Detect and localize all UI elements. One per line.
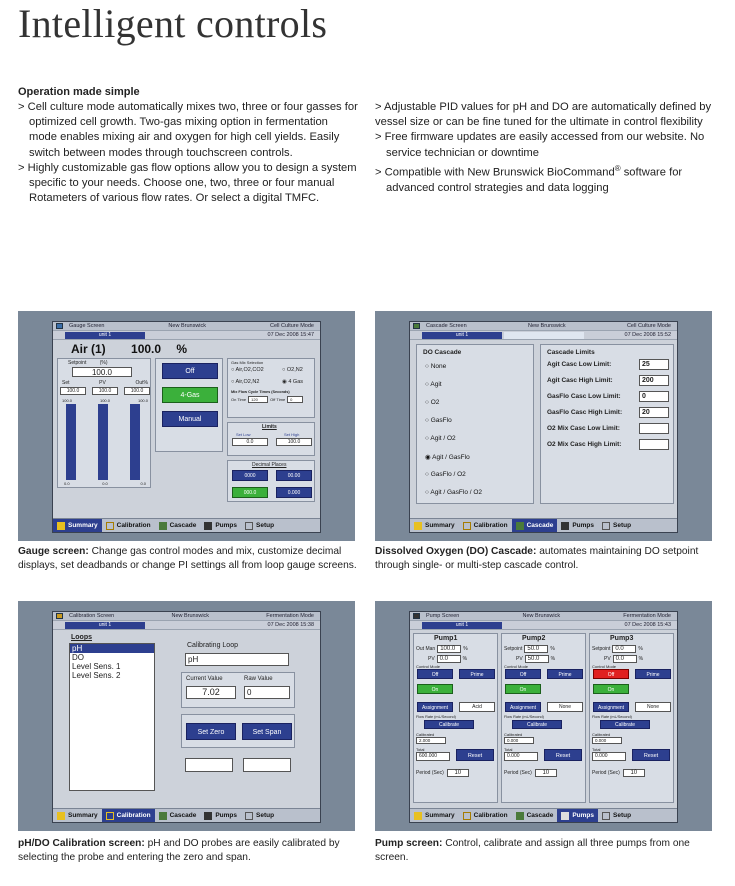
pumps-icon [204,522,212,530]
limit-label: Agit Casc Low Limit: [547,361,612,368]
cascade-option[interactable]: ○ Agit [425,381,442,388]
zero-input[interactable] [185,758,233,772]
summary-icon [414,812,422,820]
nav-summary[interactable]: Summary [53,809,102,822]
set-high-field[interactable]: 100.0 [276,438,312,446]
calibration-caption: pH/DO Calibration screen: pH and DO probes are easily calibrated by selecting the probe and entering the zero and span. [18,838,340,863]
on-time-field[interactable]: 120 [248,396,268,403]
values-box: Current Value Raw Value 7.02 0 [181,672,295,708]
nav-calibration[interactable]: Calibration [459,809,512,822]
nav-pumps[interactable]: Pumps [557,519,598,532]
cascade-caption: Dissolved Oxygen (DO) Cascade: automates maintaining DO setpoint through single- or multi-step cascade control. [375,546,699,571]
loop-item[interactable]: Level Sens. 1 [72,662,121,671]
loops-title: Loops [71,634,92,641]
nav-pumps[interactable]: Pumps [557,809,598,822]
radio-icon: ○ [425,435,431,442]
calibration-screen: Calibration Screen New Brunswick Fermentation Mode unit 1 07 Dec 2008 15:38 Loops pH DO Level Sens. 1 Level Sens. 2 Calibrating Loop pH Current Value Raw Value 7.02 0 Set Zero Set Span Summary Calibration Cascade Pumps Setup [52,611,321,823]
decimal-3-button[interactable]: 0.000 [276,487,312,498]
nav-setup[interactable]: Setup [598,519,635,532]
pump-column: Pump3 Setpoint 0.0 % PV 0.0 % Control Mode Off Prime On Assignment None Flow Rate (mL/Second) Calibrate Calibrated 0.000 Total 0.000 Reset Period (Sec) 10 [589,633,674,803]
pump-pv: 0.0 [437,655,461,663]
gauge-bar-out [130,404,140,480]
4-gas-button[interactable]: 4-Gas [162,387,218,403]
loops-list [69,643,155,791]
limit-field[interactable]: 0 [639,391,669,402]
loop-item[interactable]: DO [72,653,84,662]
gauge-mode-box [155,358,223,452]
nav-setup[interactable]: Setup [241,809,278,822]
pumps-icon [561,522,569,530]
cascade-icon [516,812,524,820]
pump-total-value: 0.000 [592,752,626,761]
cascade-option[interactable]: ○ None [425,363,447,370]
pumps-icon [204,812,212,820]
pump-assignment-value: None [635,702,671,712]
limit-label: GasFlo Casc High Limit: [547,409,623,416]
pump-on-button[interactable]: On [593,684,629,694]
radio-icon: ○ [425,471,431,478]
nav-cascade[interactable]: Cascade [155,519,201,532]
limit-field[interactable]: 20 [639,407,669,418]
loop-item[interactable]: Level Sens. 2 [72,671,121,680]
limit-label: Agit Casc High Limit: [547,377,613,384]
radio-icon: ○ [425,399,431,406]
radio-icon: ○ [425,417,431,424]
pump-screen-panel [375,601,712,831]
cascade-icon [159,812,167,820]
nav-pumps[interactable]: Pumps [200,519,241,532]
out-value: 100.0 [124,387,150,395]
pump-total-value: 0.000 [504,752,538,761]
pump-off-button[interactable]: Off [593,669,629,679]
pump-assignment-button[interactable]: Assignment [505,702,541,712]
pump-prime-button[interactable]: Prime [459,669,495,679]
nav-calibration[interactable]: Calibration [459,519,512,532]
pv-value: 100.0 [92,387,118,395]
set-span-button[interactable]: Set Span [242,723,292,740]
raw-value-field: 0 [244,686,290,699]
cascade-icon [159,522,167,530]
pump-period-field[interactable]: 10 [535,769,557,777]
pump-name: Pump2 [522,635,546,642]
calibration-icon [106,522,114,530]
brand-label: New Brunswick [168,323,207,329]
gas-mix-box: Gas Mix Selection ○ Air,O2,CO2 ○ O2,N2 ○ Air,O2,N2 ◉ 4 Gas Mix Flow Cycle Times (Seconds) On Time 120 Off Time 0 [227,358,315,418]
unit-button[interactable]: unit 1 [65,622,145,629]
pump-screen: Pump Screen New Brunswick Fermentation Mode unit 1 07 Dec 2008 15:43 Pump1 Out Man 100.0 % PV 0.0 % Control Mode Off Prime On Assignment Acid Flow Rate (mL/Second) Calibrate Calibrated 2.000 Total 600.000 Reset Period (Sec) 10 Pump2 Setpoint 50.0 % PV 50.0 % Control Mode Off Prime On Assignment None Flow Rate (mL/Second) Calibrate Calibrated 0.000 Total 0.000 Reset Period (Sec) 10 Pump3 Setpoint 0.0 % PV 0.0 % Control Mode Off Prime On Assignment None Flow Rate (mL/Second) Calibrate Calibrated 0.000 Total 0.000 Reset Period (Sec) 10 Summary Calibration Cascade Pumps Setup [409,611,678,823]
off-button[interactable]: Off [162,363,218,379]
mix-option[interactable]: ○ O2,N2 [282,367,303,373]
setpoint-field[interactable]: 100.0 [72,367,132,377]
pump-calibrate-button[interactable]: Calibrate [600,720,650,729]
pump-setpoint[interactable]: 100.0 [437,645,461,653]
do-cascade-box: DO Cascade ○ None ○ Agit ○ O2 ○ GasFlo ○ Agit / O2 ◉ Agit / GasFlo ○ GasFlo / O2 ○ Agit / GasFlo / O2 [416,344,534,504]
cascade-limits-box: Cascade Limits Agit Casc Low Limit: 25 Agit Casc High Limit: 200 GasFlo Casc Low Limit: 0 GasFlo Casc High Limit: 20 O2 Mix Casc Low Limit: O2 Mix Casc High Limit: [540,344,674,504]
cascade-option[interactable]: ○ Agit / O2 [425,435,456,442]
nav-summary[interactable]: Summary [53,519,102,532]
calibration-icon [106,812,114,820]
mix-option[interactable]: ○ Air,O2,N2 [231,379,260,385]
right-bullet: > Adjustable PID values for pH and DO are automatically defined by vessel size or can be fine tuned for the ultimate in control flexibility [375,101,712,129]
nav-setup[interactable]: Setup [241,519,278,532]
section-heading: Operation made simple [18,86,140,98]
unit-button[interactable]: unit 1 [422,332,502,339]
pump-prime-button[interactable]: Prime [547,669,583,679]
nav-bar [53,518,320,532]
limit-field[interactable] [639,439,669,450]
pump-calibrate-button[interactable]: Calibrate [424,720,474,729]
pump-app-icon [413,613,420,619]
pump-on-button[interactable]: On [417,684,453,694]
gauge-bar-pv [98,404,108,480]
calibration-icon [463,812,471,820]
gauge-unit: % [176,342,188,356]
limit-field[interactable]: 200 [639,375,669,386]
pump-assignment-value: None [547,702,583,712]
gas-label: Air (1) [71,342,106,356]
gauge-screen [52,321,321,533]
nav-pumps[interactable]: Pumps [200,809,241,822]
limit-label: GasFlo Casc Low Limit: [547,393,621,400]
nav-calibration[interactable]: Calibration [102,519,155,532]
nav-calibration[interactable]: Calibration [102,809,155,822]
limits-box: Limits Set Low Set High 0.0 100.0 [227,422,315,456]
mode-label: Cell Culture Mode [269,323,314,329]
limit-field[interactable] [639,423,669,434]
left-bullet: > Cell culture mode automatically mixes two, three or four gasses for optimized cell growth. Two-gas mixing option in fermentation mode enables mixing air and oxygen for high cell yields. Easily switch between modes through touchscreen controls. [18,101,358,159]
pump-period-field[interactable]: 10 [623,769,645,777]
radio-icon: ◉ [425,454,433,461]
right-bullet: > Compatible with New Brunswick BioCommand® software for advanced control strategies and data logging [375,163,683,194]
page-title: Intelligent controls [18,1,328,46]
summary-icon [57,522,65,530]
loop-item[interactable]: pH [70,644,154,653]
gauge-bar-set [66,404,76,480]
calibrating-loop-field: pH [185,653,289,666]
set-zero-button[interactable]: Set Zero [186,723,236,740]
pump-calibrated-value: 0.000 [592,737,622,744]
nav-setup[interactable]: Setup [598,809,635,822]
mix-option[interactable]: ◉ 4 Gas [282,379,304,385]
pump-reset-button[interactable]: Reset [632,749,670,761]
cascade-icon [516,522,524,530]
decimal-2-button[interactable]: 00.00 [276,470,312,481]
setup-icon [245,522,253,530]
radio-icon: ○ [425,381,431,388]
current-value-field: 7.02 [186,686,236,699]
limit-label: O2 Mix Casc Low Limit: [547,425,620,432]
nav-summary[interactable]: Summary [410,519,459,532]
calibration-app-icon [56,613,63,619]
radio-icon: ○ [425,489,431,496]
pump-calibrated-value: 2.000 [416,737,446,744]
gauge-bars-box: Setpoint (%) 100.0 Set PV Out% 100.0 100.0 100.0 100.0 100.0 100.0 0.0 0.0 0.0 [57,358,151,488]
pump-column: Pump1 Out Man 100.0 % PV 0.0 % Control Mode Off Prime On Assignment Acid Flow Rate (mL/Second) Calibrate Calibrated 2.000 Total 600.000 Reset Period (Sec) 10 [413,633,498,803]
pump-assignment-value: Acid [459,702,495,712]
pump-reset-button[interactable]: Reset [456,749,494,761]
nav-cascade[interactable]: Cascade [512,519,558,532]
pump-period-field[interactable]: 10 [447,769,469,777]
cascade-option[interactable]: ○ O2 [425,399,440,406]
right-bullet: > Free firmware updates are easily accessed from our website. No service technician or downtime [375,131,705,159]
cascade-option[interactable]: ○ GasFlo [425,417,452,424]
cascade-option[interactable]: ○ Agit / GasFlo / O2 [425,489,483,496]
off-time-field[interactable]: 0 [287,396,303,403]
pump-name: Pump1 [434,635,458,642]
pump-on-button[interactable]: On [505,684,541,694]
pump-name: Pump3 [610,635,634,642]
screen-title: Gauge Screen [69,323,105,329]
pumps-icon [561,812,569,820]
mix-option[interactable]: ○ Air,O2,CO2 [231,367,264,373]
pump-total-value: 600.000 [416,752,450,761]
pump-pv: 0.0 [613,655,637,663]
calibration-screen-panel [18,601,355,831]
setup-icon [245,812,253,820]
unit-2-button[interactable] [504,332,584,339]
nav-summary[interactable]: Summary [410,809,459,822]
pump-prime-button[interactable]: Prime [635,669,671,679]
limit-field[interactable]: 25 [639,359,669,370]
pump-off-button[interactable]: Off [505,669,541,679]
pump-setpoint[interactable]: 0.0 [612,645,636,653]
pump-assignment-button[interactable]: Assignment [417,702,453,712]
limit-label: O2 Mix Casc High Limit: [547,441,622,448]
set-low-field[interactable]: 0.0 [232,438,268,446]
pump-caption: Pump screen: Control, calibrate and assign all three pumps from one screen. [375,838,690,863]
pump-assignment-button[interactable]: Assignment [593,702,629,712]
unit-button[interactable]: unit 1 [65,332,145,339]
gauge-screen-panel [18,311,355,541]
nav-cascade[interactable]: Cascade [155,809,201,822]
gauge-value: 100.0 [131,342,162,356]
span-input[interactable] [243,758,291,772]
gauge-app-icon [56,323,63,329]
pump-column: Pump2 Setpoint 50.0 % PV 50.0 % Control Mode Off Prime On Assignment None Flow Rate (mL/Second) Calibrate Calibrated 0.000 Total 0.000 Reset Period (Sec) 10 [501,633,586,803]
setup-icon [602,522,610,530]
pump-off-button[interactable]: Off [417,669,453,679]
pump-calibrate-button[interactable]: Calibrate [512,720,562,729]
zero-span-box [181,714,295,748]
cascade-app-icon [413,323,420,329]
decimal-0-button[interactable]: 0000 [232,470,268,481]
cascade-screen: Cascade Screen New Brunswick Cell Culture Mode unit 1 07 Dec 2008 15:52 DO Cascade ○ None ○ Agit ○ O2 ○ GasFlo ○ Agit / O2 ◉ Agit / GasFlo ○ GasFlo / O2 ○ Agit / GasFlo / O2 Cascade Limits Agit Casc Low Limit: 25 Agit Casc High Limit: 200 GasFlo Casc Low Limit: 0 GasFlo Casc High Limit: 20 O2 Mix Casc Low Limit: O2 Mix Casc High Limit: Summary Calibration Cascade Pumps Setup [409,321,678,533]
set-value[interactable]: 100.0 [60,387,86,395]
summary-icon [414,522,422,530]
setup-icon [602,812,610,820]
nav-bar [410,518,677,532]
cascade-screen-panel [375,311,712,541]
nav-cascade[interactable]: Cascade [512,809,558,822]
unit-button[interactable]: unit 1 [422,622,502,629]
nav-bar [53,808,320,822]
manual-button[interactable]: Manual [162,411,218,427]
pump-reset-button[interactable]: Reset [544,749,582,761]
cascade-option[interactable]: ◉ Agit / GasFlo [425,454,470,461]
datetime: 07 Dec 2008 15:47 [267,332,314,338]
radio-icon: ○ [425,363,431,370]
calibration-icon [463,522,471,530]
decimal-1-button[interactable]: 000.0 [232,487,268,498]
left-column [18,100,358,206]
summary-icon [57,812,65,820]
pump-setpoint[interactable]: 50.0 [524,645,548,653]
decimal-places-box: Decimal Places 0000 00.00 000.0 0.000 [227,460,315,502]
right-column [375,100,720,196]
nav-bar [410,808,677,822]
pump-pv: 50.0 [525,655,549,663]
left-bullet: > Highly customizable gas flow options allow you to design a system specific to your needs. Choose one, two, three or four manual Rotameters of various flow rates. Or select a digital TMFC. [18,161,357,205]
pump-calibrated-value: 0.000 [504,737,534,744]
cascade-option[interactable]: ○ GasFlo / O2 [425,471,466,478]
gauge-caption: Gauge screen: Change gas control modes and mix, customize decimal displays, set deadbands or change PI settings all from loop gauge screens. [18,546,357,571]
